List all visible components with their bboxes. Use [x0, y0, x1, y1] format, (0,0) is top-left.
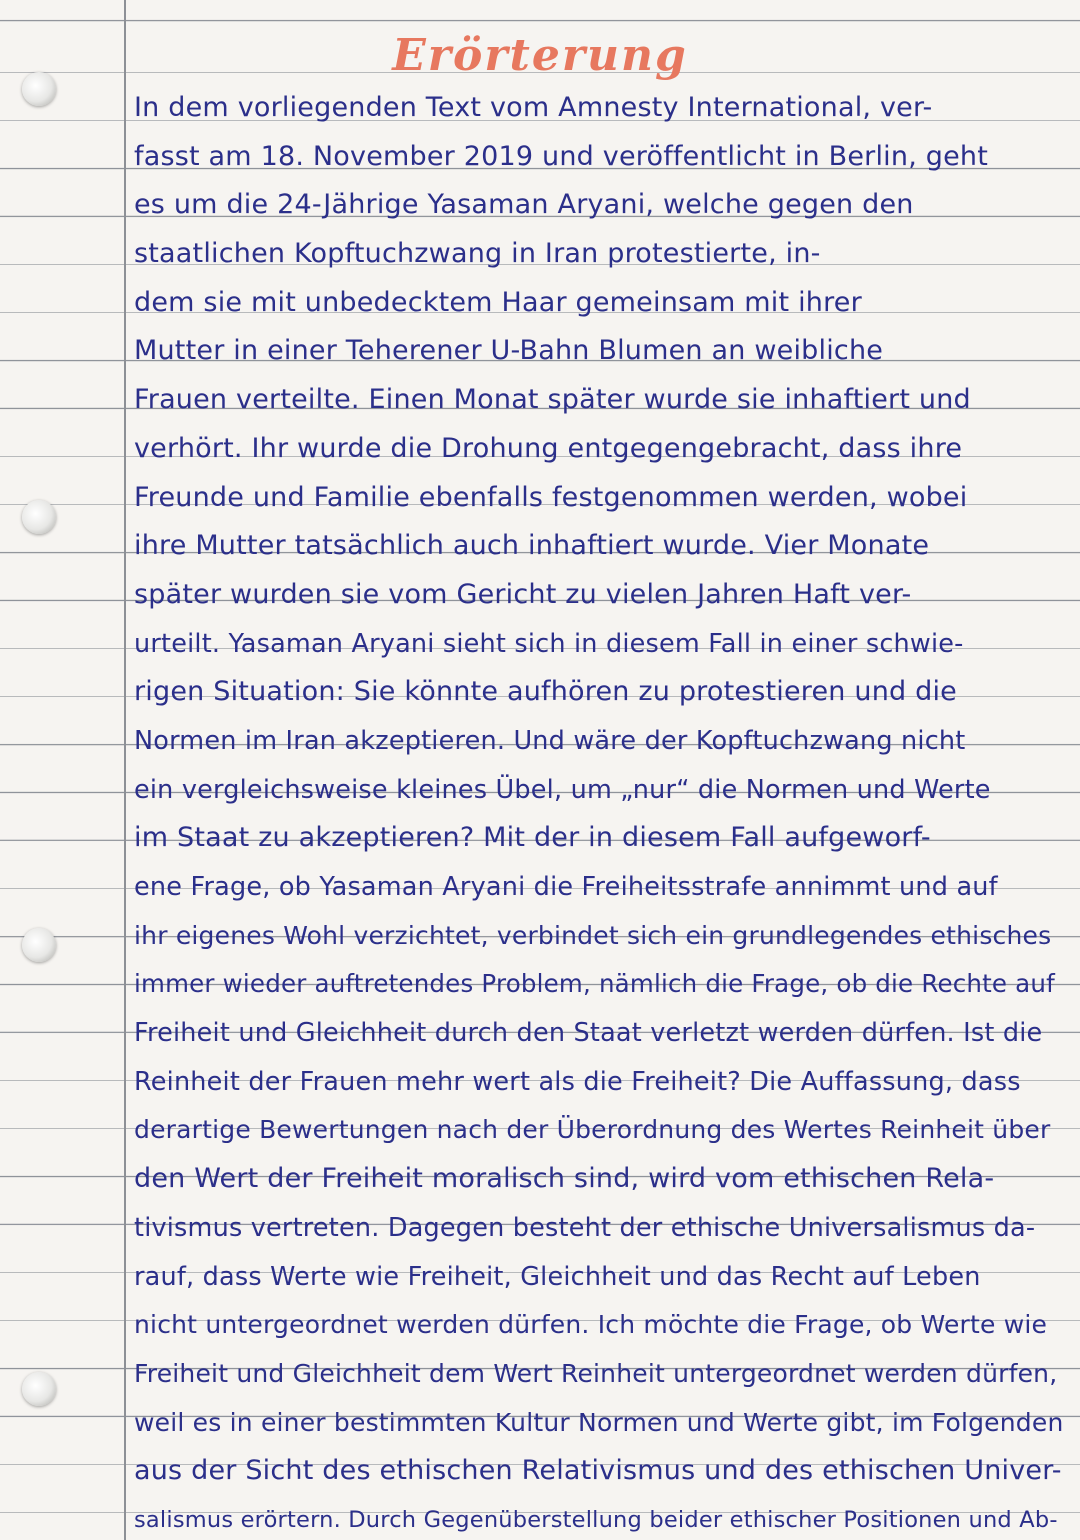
- text-line: Freiheit und Gleichheit dem Wert Reinheit untergeordnet werden dürfen,: [134, 1358, 1058, 1388]
- text-line: Freiheit und Gleichheit durch den Staat verletzt werden dürfen. Ist die: [134, 1018, 1043, 1049]
- text-line: rauf, dass Werte wie Freiheit, Gleichheit und das Recht auf Leben: [134, 1261, 981, 1292]
- text-line: ihr eigenes Wohl verzichtet, verbindet sich ein grundlegendes ethisches: [134, 920, 1052, 950]
- text-line: In dem vorliegenden Text vom Amnesty International, ver-: [134, 92, 933, 123]
- page-title: Erörterung: [392, 30, 688, 81]
- text-line: Reinheit der Frauen mehr wert als die Freiheit? Die Auffassung, dass: [134, 1066, 1021, 1097]
- punch-hole: [22, 1372, 56, 1406]
- text-line: es um die 24-Jährige Yasaman Aryani, welche gegen den: [134, 189, 914, 221]
- text-line: staatlichen Kopftuchzwang in Iran protestierte, in-: [134, 238, 821, 270]
- text-line: verhört. Ihr wurde die Drohung entgegengebracht, dass ihre: [134, 432, 963, 464]
- text-line: weil es in einer bestimmten Kultur Normen und Werte gibt, im Folgenden: [134, 1407, 1064, 1437]
- text-line: nicht untergeordnet werden dürfen. Ich möchte die Frage, ob Werte wie: [134, 1310, 1048, 1340]
- text-line: Mutter in einer Teherener U-Bahn Blumen an weibliche: [134, 335, 884, 367]
- text-line: ein vergleichsweise kleines Übel, um „nur“ die Normen und Werte: [134, 774, 991, 805]
- text-line: ihre Mutter tatsächlich auch inhaftiert wurde. Vier Monate: [134, 530, 930, 562]
- punch-hole: [22, 500, 56, 534]
- text-line: im Staat zu akzeptieren? Mit der in diesem Fall aufgeworf-: [134, 822, 931, 854]
- text-line: Freunde und Familie ebenfalls festgenommen werden, wobei: [134, 481, 968, 513]
- text-line: ene Frage, ob Yasaman Aryani die Freiheitsstrafe annimmt und auf: [134, 872, 998, 902]
- text-line: immer wieder auftretendes Problem, nämlich die Frage, ob die Rechte auf: [134, 969, 1055, 999]
- text-line: aus der Sicht des ethischen Relativismus und des ethischen Univer-: [134, 1455, 1062, 1487]
- text-line: später wurden sie vom Gericht zu vielen Jahren Haft ver-: [134, 578, 912, 610]
- text-line: derartige Bewertungen nach der Überordnung des Wertes Reinheit über: [134, 1115, 1051, 1145]
- text-line: tivismus vertreten. Dagegen besteht der ethische Universalismus da-: [134, 1212, 1036, 1243]
- punch-hole: [22, 928, 56, 962]
- text-line: Frauen verteilte. Einen Monat später wurde sie inhaftiert und: [134, 384, 971, 416]
- text-line: dem sie mit unbedecktem Haar gemeinsam mit ihrer: [134, 286, 862, 318]
- text-line: urteilt. Yasaman Aryani sieht sich in diesem Fall in einer schwie-: [134, 628, 964, 659]
- text-line: Normen im Iran akzeptieren. Und wäre der Kopftuchzwang nicht: [134, 725, 966, 756]
- margin-line: [124, 0, 126, 1540]
- text-line: den Wert der Freiheit moralisch sind, wird vom ethischen Rela-: [134, 1163, 995, 1195]
- text-line: rigen Situation: Sie könnte aufhören zu protestieren und die: [134, 676, 957, 708]
- text-line: salismus erörtern. Durch Gegenüberstellung beider ethischer Positionen und Ab-: [134, 1506, 1058, 1533]
- text-line: fasst am 18. November 2019 und veröffentlicht in Berlin, geht: [134, 140, 989, 172]
- essay-text: [134, 84, 1064, 1540]
